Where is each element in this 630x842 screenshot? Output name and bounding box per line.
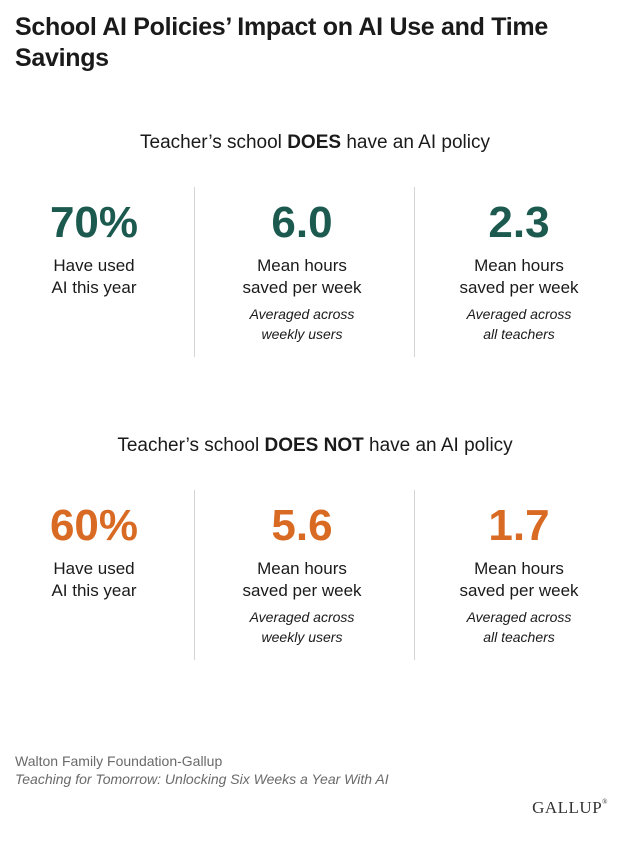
- stat-value: 60%: [49, 501, 139, 550]
- source-report-title: Teaching for Tomorrow: Unlocking Six Weeks a Year With AI: [15, 771, 389, 787]
- stat-label: [410, 255, 628, 299]
- stat-label: [0, 255, 203, 299]
- stat-note-line: Averaged across: [466, 609, 572, 625]
- stat-note-line: Averaged across: [249, 306, 355, 322]
- stat-value: 5.6: [271, 501, 333, 550]
- stat-label-line: saved per week: [459, 278, 579, 297]
- stat-label-line: Have used: [53, 256, 135, 275]
- stat-note: [410, 607, 628, 647]
- stat-label-line: Mean hours: [257, 559, 347, 578]
- stat-value: 2.3: [488, 198, 550, 247]
- stat-note-line: all teachers: [483, 326, 555, 342]
- stat-value: 6.0: [271, 198, 333, 247]
- stats-row-policy: [0, 187, 630, 357]
- stat-value: 70%: [49, 198, 139, 247]
- stat-label-line: Mean hours: [474, 559, 564, 578]
- stat-label-line: saved per week: [242, 581, 362, 600]
- stat-label: [0, 558, 203, 602]
- stat-label-line: AI this year: [51, 278, 137, 297]
- stat-label-line: Mean hours: [257, 256, 347, 275]
- source-line: Walton Family Foundation-Gallup: [15, 753, 223, 769]
- registered-mark: ®: [602, 798, 608, 806]
- stat-label: [193, 558, 411, 602]
- stat-label: [410, 558, 628, 602]
- stat-note: [193, 304, 411, 344]
- stat-note-line: weekly users: [261, 326, 343, 342]
- stat-label-line: saved per week: [459, 581, 579, 600]
- stat-note: [193, 607, 411, 647]
- stat-hours-weekly-users: [193, 490, 411, 647]
- gallup-logo: [532, 798, 608, 818]
- heading-text: have an AI policy: [341, 132, 490, 153]
- stat-note-line: Averaged across: [249, 609, 355, 625]
- heading-text: have an AI policy: [363, 435, 513, 456]
- stat-hours-all-teachers: [410, 490, 628, 647]
- stat-label-line: Mean hours: [474, 256, 564, 275]
- stats-row-no-policy: [0, 490, 630, 660]
- logo-text: GALLUP: [532, 798, 603, 817]
- stat-label-line: AI this year: [51, 581, 137, 600]
- stat-label: [193, 255, 411, 299]
- heading-emphasis: DOES NOT: [264, 435, 364, 456]
- chart-title: School AI Policies’ Impact on AI Use and Time Savings: [15, 13, 548, 72]
- stat-used-ai: [0, 187, 203, 299]
- stat-note-line: Averaged across: [466, 306, 572, 322]
- stat-used-ai: [0, 490, 203, 602]
- stat-value: 1.7: [488, 501, 550, 550]
- section-heading-policy: [0, 131, 630, 155]
- section-heading-no-policy: [0, 434, 630, 458]
- stat-note-line: weekly users: [261, 629, 343, 645]
- stat-hours-all-teachers: [410, 187, 628, 344]
- heading-text: Teacher’s school: [117, 435, 265, 456]
- stat-note-line: all teachers: [483, 629, 555, 645]
- stat-hours-weekly-users: [193, 187, 411, 344]
- heading-emphasis: DOES: [287, 132, 342, 153]
- stat-label-line: saved per week: [242, 278, 362, 297]
- stat-note: [410, 304, 628, 344]
- heading-text: Teacher’s school: [140, 132, 288, 153]
- stat-label-line: Have used: [53, 559, 135, 578]
